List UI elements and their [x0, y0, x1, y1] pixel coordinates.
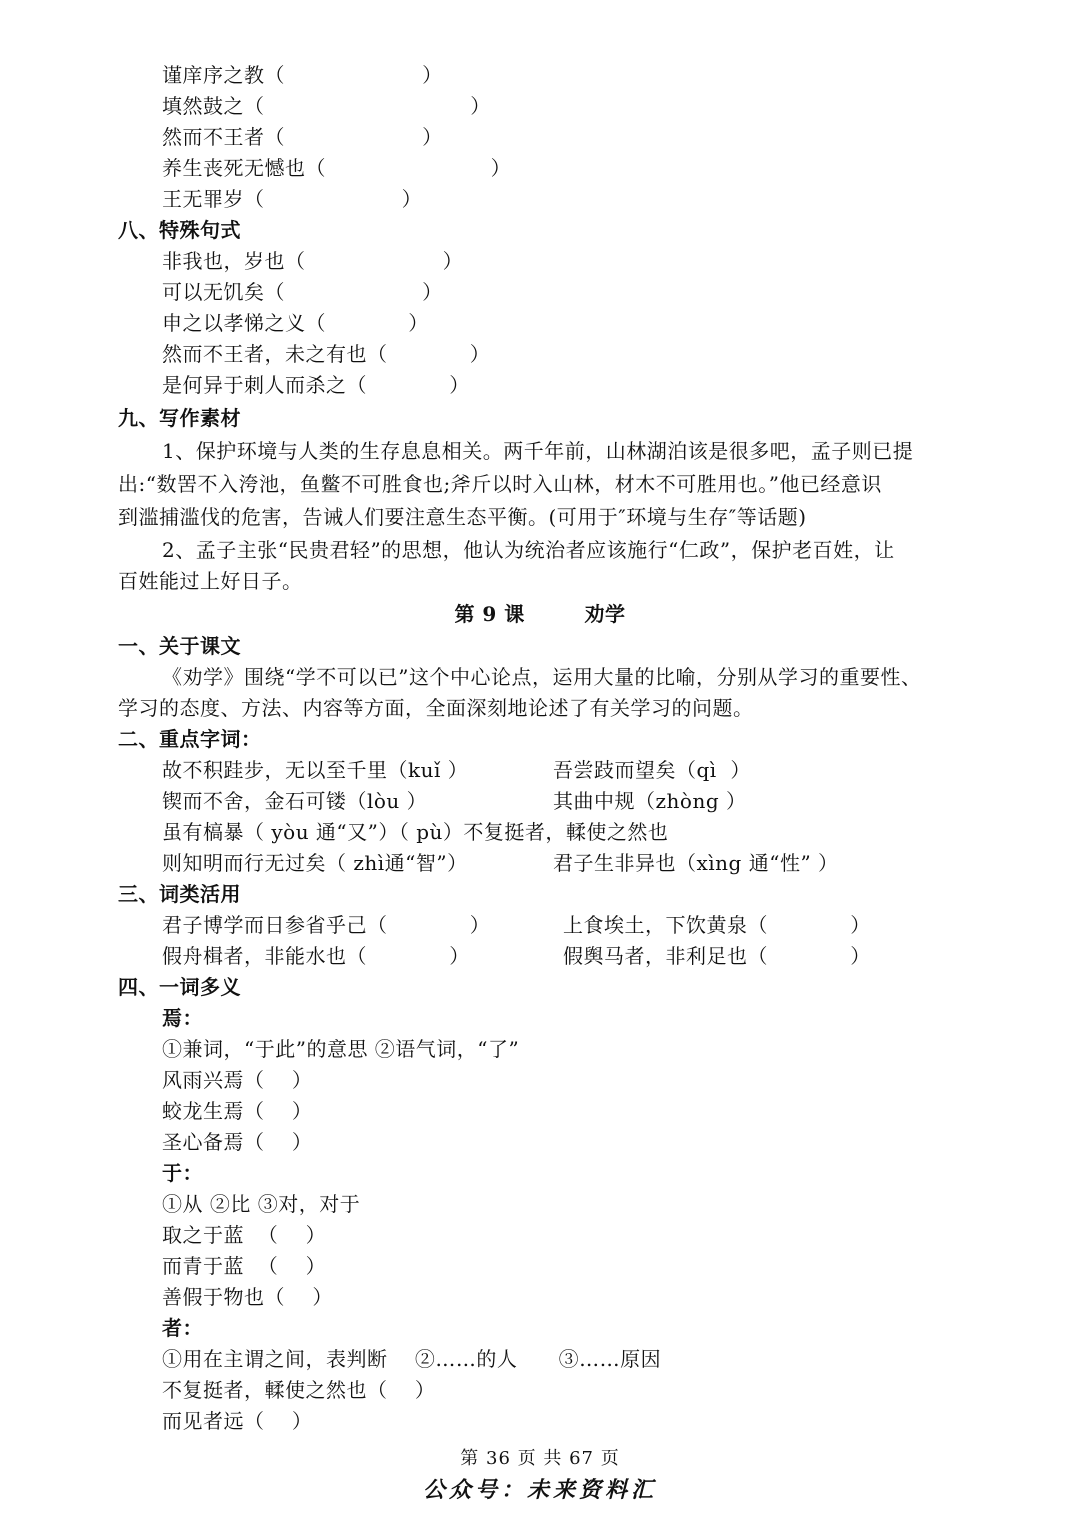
s9-para1-line1: 1、保护环境与人类的生存息息相关。两千年前，山林湖泊该是很多吧，孟子则已提 — [162, 439, 914, 463]
l1-line2: 学习的态度、方法、内容等方面，全面深刻地论述了有关学习的问题。 — [118, 696, 754, 720]
s9-para2-line2: 百姓能过上好日子。 — [118, 569, 303, 593]
section-9-heading: 九、写作素材 — [118, 406, 241, 430]
section-8-heading: 八、特殊句式 — [118, 218, 241, 242]
l3-row2-right: 假舆马者，非利足也（ ） — [563, 944, 871, 968]
l2-row4-right: 君子生非异也（xìng 通“性” ） — [553, 851, 839, 875]
s7-item-1: 谨庠序之教（ ） — [162, 63, 443, 87]
l2-row3: 虽有槁暴（ yòu 通“又”）（ pù）不复挺者，輮使之然也 — [162, 820, 669, 844]
yu-item-2: 而青于蓝 （ ） — [162, 1254, 327, 1278]
zhe-definitions: ①用在主谓之间，表判断 ②……的人 ③……原因 — [162, 1347, 662, 1371]
s9-para1-line2: 出:“数罟不入洿池，鱼鳖不可胜食也;斧斤以时入山林，材木不可胜用也。”他已经意识 — [118, 472, 882, 496]
yu-definitions: ①从 ②比 ③对，对于 — [162, 1192, 361, 1216]
s8-item-1: 非我也，岁也（ ） — [162, 249, 464, 273]
s7-item-5: 王无罪岁（ ） — [162, 187, 423, 211]
l1-line1: 《劝学》围绕“学不可以已”这个中心论点，运用大量的比喻，分别从学习的重要性、 — [162, 665, 922, 689]
yan-definitions: ①兼词，“于此”的意思 ②语气词，“了” — [162, 1037, 520, 1061]
l2-heading: 二、重点字词： — [118, 727, 262, 751]
s8-item-3: 申之以孝悌之义（ ） — [162, 311, 429, 335]
yan-word: 焉： — [162, 1006, 203, 1030]
page-number: 第 36 页 共 67 页 — [460, 1448, 620, 1469]
yu-item-3: 善假于物也（ ） — [162, 1285, 333, 1309]
s7-item-4: 养生丧死无憾也（ ） — [162, 156, 512, 180]
s9-para1-line3: 到滥捕滥伐的危害，告诫人们要注意生态平衡。(可用于″环境与生存″等话题) — [118, 505, 807, 529]
yu-word: 于： — [162, 1161, 203, 1185]
yan-item-2: 蛟龙生焉（ ） — [162, 1099, 313, 1123]
zhe-item-2: 而见者远（ ） — [162, 1409, 313, 1433]
s7-item-3: 然而不王者（ ） — [162, 125, 443, 149]
yu-item-1: 取之于蓝 （ ） — [162, 1223, 327, 1247]
s7-item-2: 填然鼓之（ ） — [162, 94, 491, 118]
lesson-title: 第 9 课 劝学 — [454, 602, 626, 626]
l2-row1-right: 吾尝跂而望矣（qì ） — [553, 758, 751, 782]
l3-row1-left: 君子博学而日参省乎己（ ） — [162, 913, 491, 937]
zhe-item-1: 不复挺者，輮使之然也（ ） — [162, 1378, 436, 1402]
watermark: 公众号：未来资料汇 — [422, 1477, 657, 1503]
s9-para2-line1: 2、孟子主张“民贵君轻”的思想，他认为统治者应该施行“仁政”，保护老百姓，让 — [162, 538, 895, 562]
l2-row4-left: 则知明而行无过矣（ zhì通“智”） — [162, 851, 468, 875]
l3-row2-left: 假舟楫者，非能水也（ ） — [162, 944, 470, 968]
s8-item-5: 是何异于刺人而杀之（ ） — [162, 373, 470, 397]
l3-row1-right: 上食埃土，下饮黄泉（ ） — [563, 913, 871, 937]
l2-row2-right: 其曲中规（zhòng ） — [553, 789, 747, 813]
l4-heading: 四、一词多义 — [118, 975, 241, 999]
yan-item-1: 风雨兴焉（ ） — [162, 1068, 313, 1092]
yan-item-3: 圣心备焉（ ） — [162, 1130, 313, 1154]
l2-row1-left: 故不积跬步，无以至千里（kuǐ ） — [162, 758, 469, 782]
l1-heading: 一、关于课文 — [118, 634, 241, 658]
l3-heading: 三、词类活用 — [118, 882, 241, 906]
zhe-word: 者： — [162, 1316, 203, 1340]
s8-item-4: 然而不王者，未之有也（ ） — [162, 342, 491, 366]
l2-row2-left: 锲而不舍，金石可镂（lòu ） — [162, 789, 428, 813]
s8-item-2: 可以无饥矣（ ） — [162, 280, 443, 304]
